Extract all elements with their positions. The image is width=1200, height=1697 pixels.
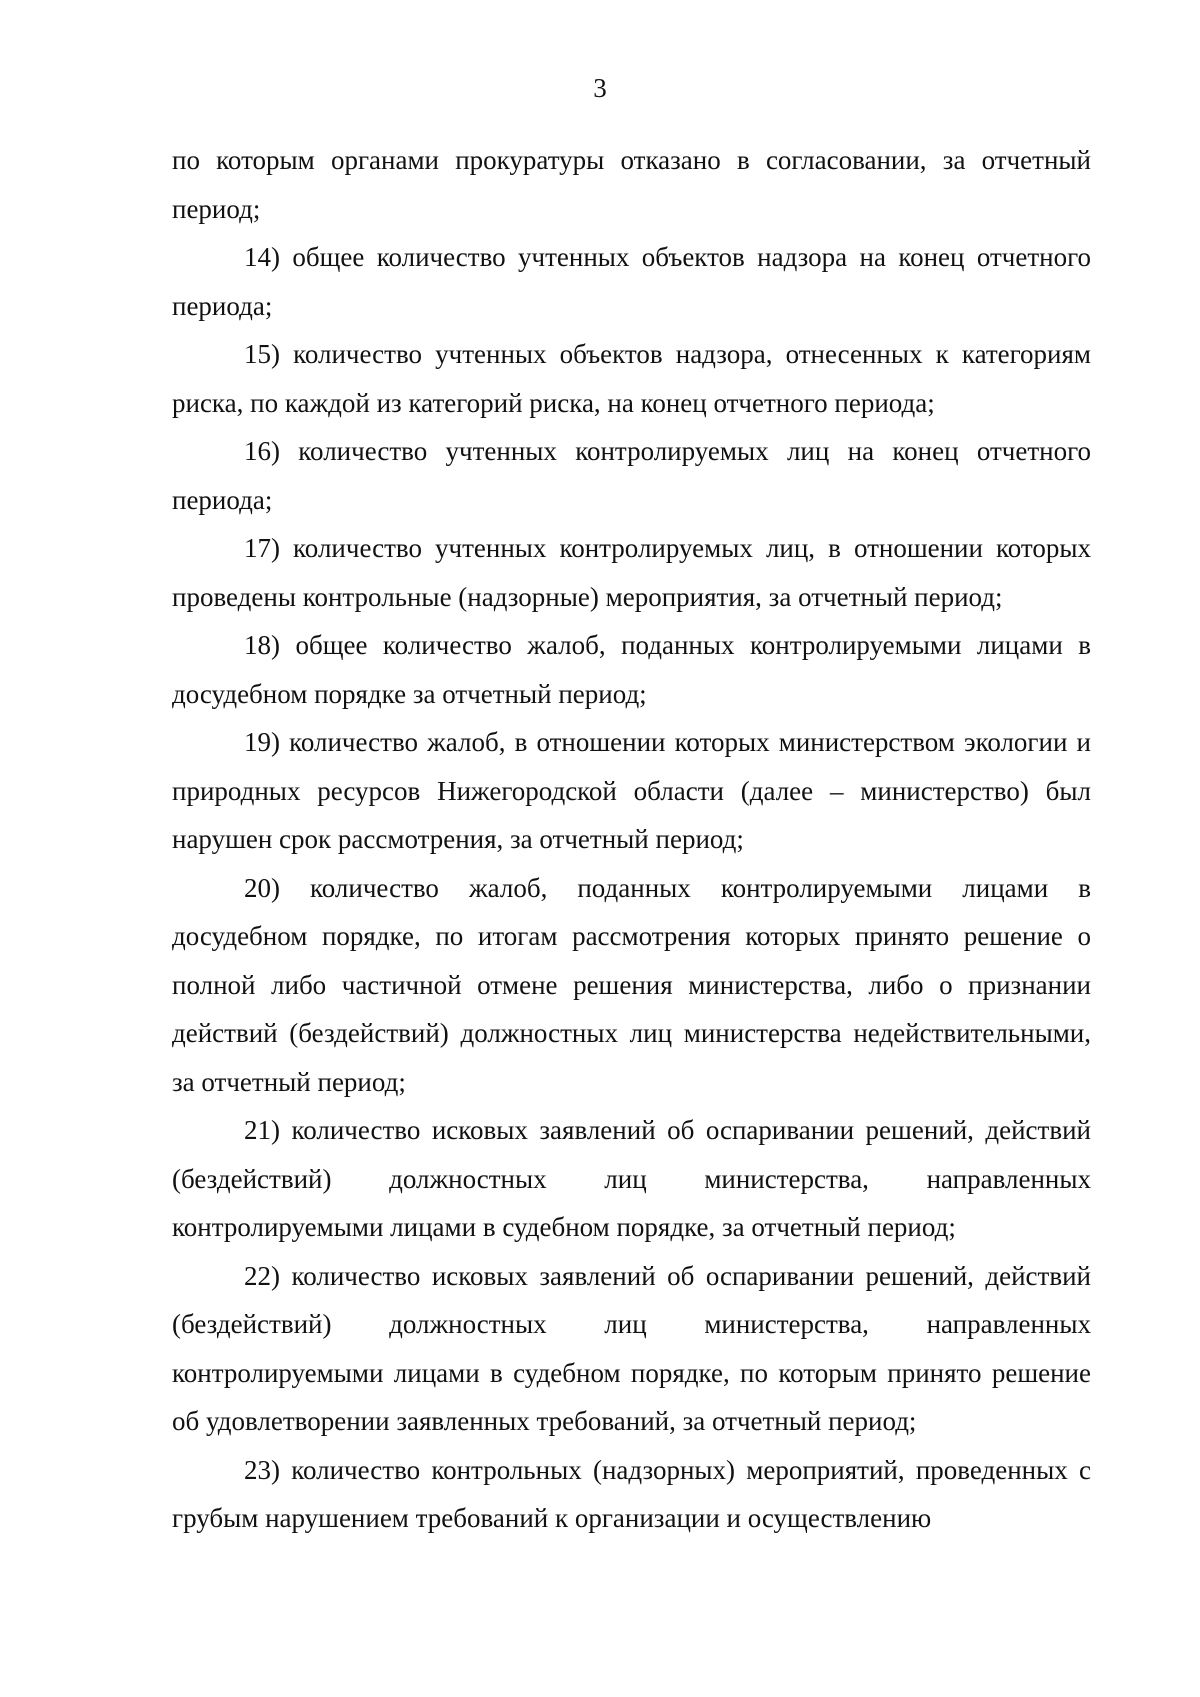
list-item-23: 23) количество контрольных (надзорных) мероприятий, проведенных с грубым нарушением требований к организации и осуществлению [172,1454,1091,1533]
list-item-16: 16) количество учтенных контролируемых лиц на конец отчетного периода; [172,436,1091,515]
list-item-22: 22) количество исковых заявлений об оспаривании решений, действий (бездействий) должностных лиц министерства, направленных контролируемыми лицами в судебном порядке, по которым принято решение об удовлетворении заявленных требований, за отчетный период; [172,1260,1091,1436]
list-item-18: 18) общее количество жалоб, поданных контролируемыми лицами в досудебном порядке за отчетный период; [172,630,1091,709]
list-item-19: 19) количество жалоб, в отношении которых министерством экологии и природных ресурсов Нижегородской области (далее – министерство) был нарушен срок рассмотрения, за отчетный период; [172,727,1091,854]
page-number: 3 [593,73,607,103]
list-item-14: 14) общее количество учтенных объектов надзора на конец отчетного периода; [172,242,1091,321]
document-body [172,136,1091,1543]
list-item-21: 21) количество исковых заявлений об оспаривании решений, действий (бездействий) должностных лиц министерства, направленных контролируемыми лицами в судебном порядке, за отчетный период; [172,1115,1091,1242]
list-item-17: 17) количество учтенных контролируемых лиц, в отношении которых проведены контрольные (надзорные) мероприятия, за отчетный период; [172,533,1091,612]
list-item-15: 15) количество учтенных объектов надзора, отнесенных к категориям риска, по каждой из категорий риска, на конец отчетного периода; [172,339,1091,418]
list-item-20: 20) количество жалоб, поданных контролируемыми лицами в досудебном порядке, по итогам рассмотрения которых принято решение о полной либо частичной отмене решения министерства, либо о признании действий (бездействий) должностных лиц министерства недействительными, за отчетный период; [172,872,1091,1097]
paragraph-continuation: по которым органами прокуратуры отказано в согласовании, за отчетный период; [172,145,1091,224]
